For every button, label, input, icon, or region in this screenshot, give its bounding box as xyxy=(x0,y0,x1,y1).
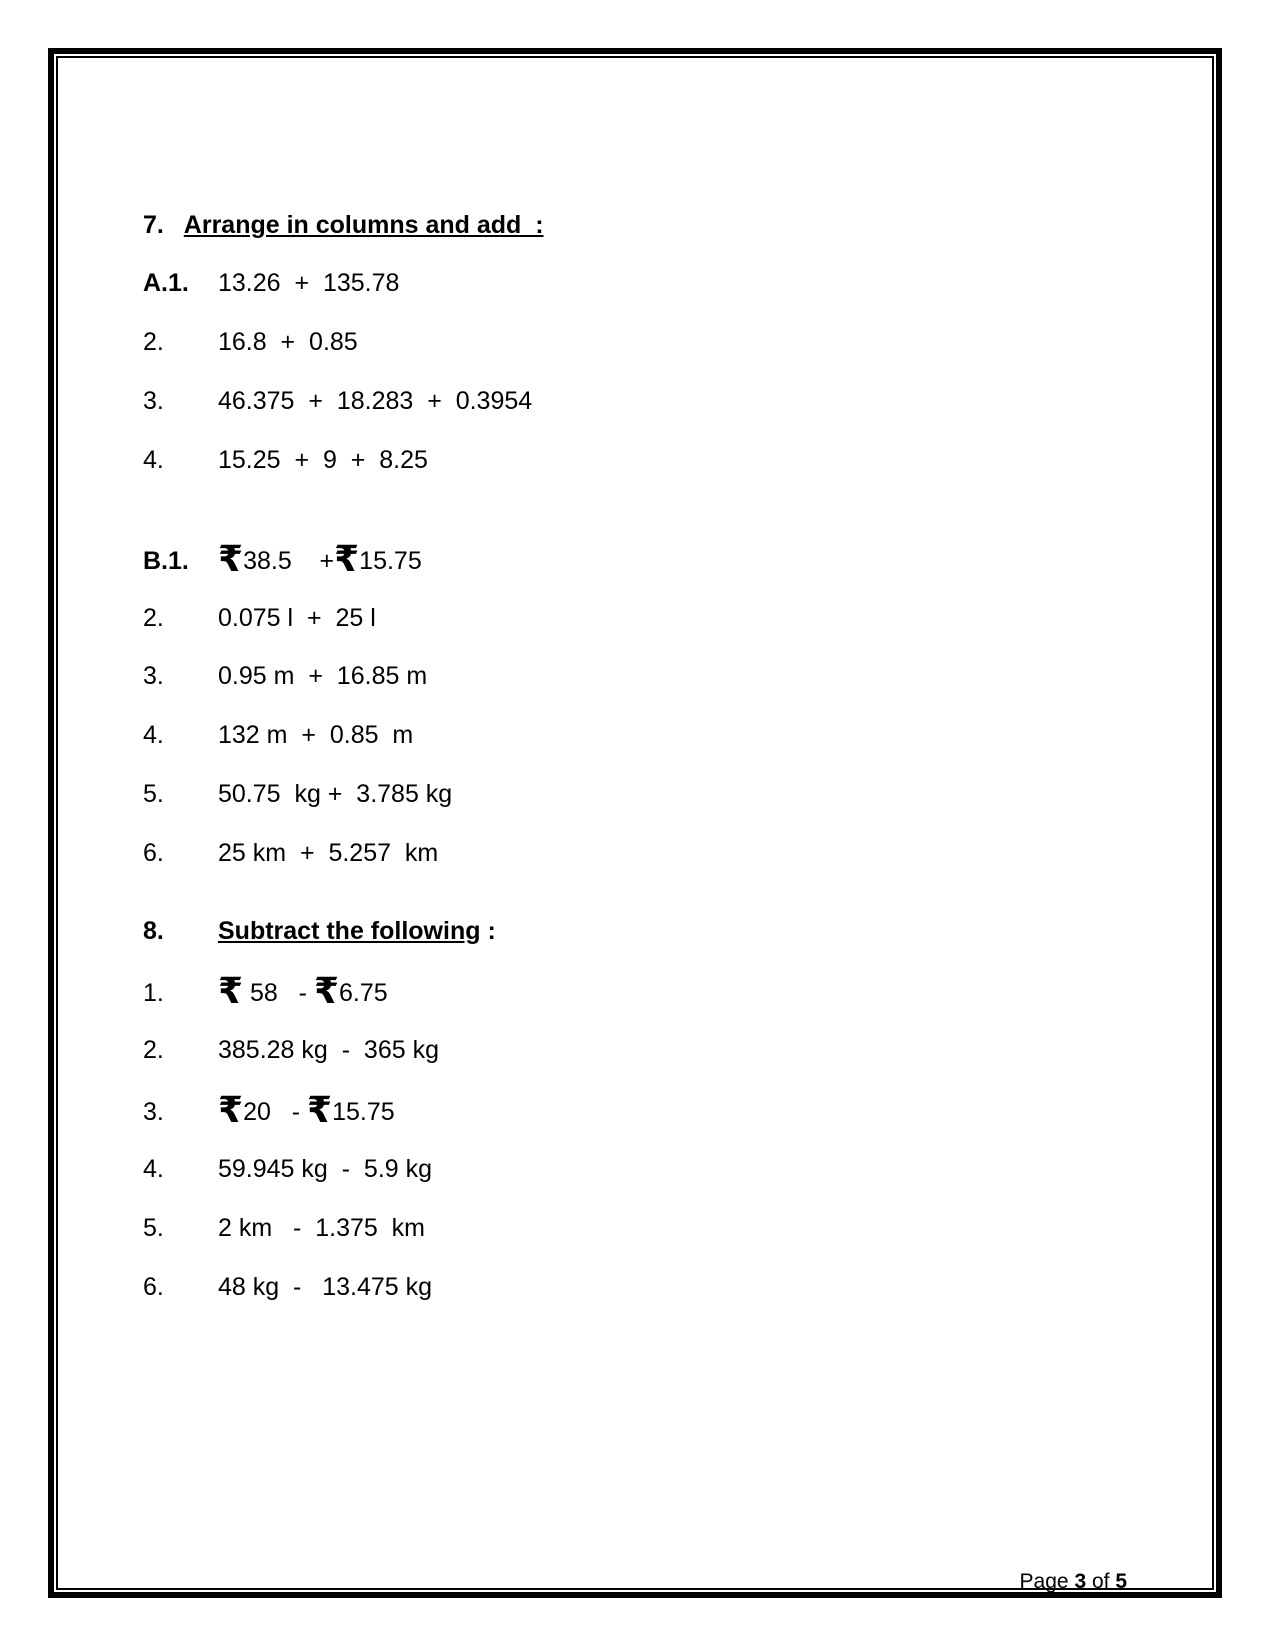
item-number: 2. xyxy=(143,328,164,356)
item-number: 4. xyxy=(143,1155,164,1183)
q8-title: Subtract the following xyxy=(218,917,481,945)
q7-b6 xyxy=(143,838,438,868)
q8-4 xyxy=(143,1154,432,1184)
q7-title: Arrange in columns and add : xyxy=(183,211,544,239)
item-number: A.1. xyxy=(143,269,189,297)
q8-number: 8. xyxy=(143,917,164,945)
q7-b1 xyxy=(143,538,422,579)
item-expression: 59.945 kg - 5.9 kg xyxy=(218,1155,433,1183)
item-expression: 13.26 + 135.78 xyxy=(218,269,400,297)
item-expression: 48 kg - 13.475 kg xyxy=(218,1273,433,1301)
q8-1 xyxy=(143,970,388,1011)
amount: 58 - xyxy=(243,979,307,1007)
item-expression: 50.75 kg + 3.785 kg xyxy=(218,780,453,808)
amount: 15.75 xyxy=(359,547,422,575)
amount: 20 - xyxy=(243,1098,301,1126)
q7-number: 7. xyxy=(143,211,164,239)
q7-heading xyxy=(143,210,544,240)
item-number: 4. xyxy=(143,721,164,749)
item-expression: 2 km - 1.375 km xyxy=(218,1214,426,1242)
item-expression: 0.95 m + 16.85 m xyxy=(218,662,428,690)
item-number: 1. xyxy=(143,979,164,1007)
q7-b4 xyxy=(143,720,413,750)
q8-colon: : xyxy=(480,917,496,945)
rupee-icon: ₹ xyxy=(313,970,339,1011)
item-expression: 0.075 l + 25 l xyxy=(218,604,376,632)
footer-current-page: 3 xyxy=(1074,1570,1087,1593)
q8-heading xyxy=(143,916,496,946)
item-expression: 25 km + 5.257 km xyxy=(218,839,439,867)
page-footer xyxy=(1020,1570,1127,1594)
item-number: 6. xyxy=(143,839,164,867)
footer-page-word: Page xyxy=(1019,1570,1075,1593)
item-number: B.1. xyxy=(143,547,189,575)
q7-b5 xyxy=(143,779,452,809)
item-number: 3. xyxy=(143,387,164,415)
q8-5 xyxy=(143,1213,425,1243)
item-number: 2. xyxy=(143,1036,164,1064)
amount: 15.75 xyxy=(332,1098,395,1126)
item-number: 2. xyxy=(143,604,164,632)
item-expression: 15.25 + 9 + 8.25 xyxy=(218,446,428,474)
q8-2 xyxy=(143,1035,439,1065)
rupee-icon: ₹ xyxy=(218,970,244,1011)
item-number: 3. xyxy=(143,662,164,690)
item-expression: 385.28 kg - 365 kg xyxy=(218,1036,439,1064)
amount: 6.75 xyxy=(339,979,388,1007)
item-expression: 46.375 + 18.283 + 0.3954 xyxy=(218,387,533,415)
item-number: 4. xyxy=(143,446,164,474)
item-number: 5. xyxy=(143,1214,164,1242)
amount: 38.5 + xyxy=(243,547,335,575)
q7-a4 xyxy=(143,445,428,475)
q8-3 xyxy=(143,1089,395,1130)
rupee-icon: ₹ xyxy=(218,538,244,579)
q7-b3 xyxy=(143,661,427,691)
q7-a1 xyxy=(143,268,399,298)
footer-of-word: of xyxy=(1086,1570,1116,1593)
q7-a3 xyxy=(143,386,532,416)
footer-total-pages: 5 xyxy=(1115,1570,1127,1593)
item-number: 5. xyxy=(143,780,164,808)
q7-b2 xyxy=(143,603,376,633)
item-number: 6. xyxy=(143,1273,164,1301)
rupee-icon: ₹ xyxy=(307,1089,333,1130)
q7-a2 xyxy=(143,327,358,357)
rupee-icon: ₹ xyxy=(218,1089,244,1130)
rupee-icon: ₹ xyxy=(334,538,360,579)
item-expression: 16.8 + 0.85 xyxy=(218,328,358,356)
item-number: 3. xyxy=(143,1098,164,1126)
item-expression: 132 m + 0.85 m xyxy=(218,721,414,749)
q8-6 xyxy=(143,1272,432,1302)
